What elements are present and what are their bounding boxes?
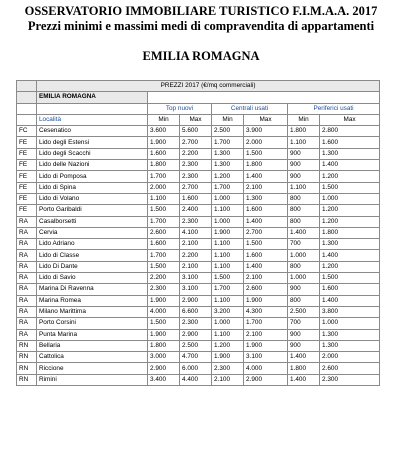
max-price-cell: 2.400 — [180, 205, 212, 216]
min-price-cell: 1.700 — [212, 182, 244, 193]
locality-cell: Porto Corsini — [37, 318, 148, 329]
min-price-cell: 700 — [288, 318, 320, 329]
locality-cell: Lido delle Nazioni — [37, 160, 148, 171]
min-price-cell: 700 — [288, 239, 320, 250]
max-price-cell: 2.200 — [180, 250, 212, 261]
min-price-cell: 1.500 — [148, 318, 180, 329]
min-price-cell: 3.400 — [148, 374, 180, 385]
localita-header: Località — [37, 114, 148, 125]
min-price-cell: 2.900 — [148, 363, 180, 374]
max-price-cell: 2.300 — [320, 374, 380, 385]
document-title: OSSERVATORIO IMMOBILIARE TURISTICO F.I.M.A.A. 2017 — [24, 4, 378, 18]
max-price-cell: 1.500 — [320, 182, 380, 193]
min-price-cell: 800 — [288, 295, 320, 306]
table-row — [17, 137, 380, 148]
min-price-cell: 1.000 — [212, 318, 244, 329]
max-price-cell: 3.800 — [320, 306, 380, 317]
locality-cell: Lido degli Estensi — [37, 137, 148, 148]
table-row — [17, 171, 380, 182]
locality-cell: Punta Marina — [37, 329, 148, 340]
max-price-cell: 3.100 — [180, 273, 212, 284]
table-row — [17, 261, 380, 272]
province-cell: RA — [17, 250, 37, 261]
min-price-cell: 1.500 — [148, 261, 180, 272]
max-price-cell: 1.900 — [244, 295, 288, 306]
min-price-cell: 1.400 — [288, 227, 320, 238]
province-cell: FE — [17, 182, 37, 193]
table-row — [17, 363, 380, 374]
table-row — [17, 340, 380, 351]
max-price-cell: 1.200 — [320, 171, 380, 182]
min-header: Min — [212, 114, 244, 125]
min-price-cell: 1.900 — [148, 329, 180, 340]
province-cell: RA — [17, 273, 37, 284]
max-price-cell: 1.700 — [244, 318, 288, 329]
max-price-cell: 2.700 — [244, 227, 288, 238]
max-price-cell: 1.000 — [320, 193, 380, 204]
locality-cell: Milano Marittima — [37, 306, 148, 317]
max-price-cell: 1.200 — [320, 216, 380, 227]
province-cell: RN — [17, 374, 37, 385]
province-cell: RN — [17, 352, 37, 363]
min-price-cell: 1.300 — [212, 148, 244, 159]
max-price-cell: 3.100 — [244, 352, 288, 363]
min-price-cell: 1.900 — [148, 295, 180, 306]
max-price-cell: 1.600 — [244, 205, 288, 216]
max-price-cell: 2.100 — [180, 261, 212, 272]
caption-spacer — [17, 81, 37, 92]
min-header: Min — [288, 114, 320, 125]
min-price-cell: 2.500 — [212, 126, 244, 137]
locality-cell: Cesenatico — [37, 126, 148, 137]
max-price-cell: 1.500 — [244, 239, 288, 250]
min-price-cell: 1.500 — [148, 205, 180, 216]
max-price-cell: 1.200 — [320, 261, 380, 272]
province-cell: RA — [17, 284, 37, 295]
max-price-cell: 1.600 — [320, 137, 380, 148]
table-region-label: EMILIA ROMAGNA — [37, 92, 148, 103]
min-price-cell: 2.500 — [288, 306, 320, 317]
max-price-cell: 2.600 — [320, 363, 380, 374]
table-row — [17, 273, 380, 284]
max-price-cell: 1.300 — [320, 239, 380, 250]
max-price-cell: 4.400 — [180, 374, 212, 385]
min-price-cell: 1.100 — [212, 329, 244, 340]
min-price-cell: 1.600 — [148, 239, 180, 250]
locality-cell: Lido di Pomposa — [37, 171, 148, 182]
locality-cell: Bellaria — [37, 340, 148, 351]
province-cell: RN — [17, 340, 37, 351]
min-price-cell: 2.300 — [148, 284, 180, 295]
max-price-cell: 2.500 — [180, 340, 212, 351]
min-price-cell: 2.600 — [148, 227, 180, 238]
min-price-cell: 1.900 — [212, 227, 244, 238]
max-price-cell: 2.900 — [180, 295, 212, 306]
region-row-fill — [148, 92, 380, 103]
min-price-cell: 1.100 — [212, 295, 244, 306]
min-price-cell: 1.100 — [288, 137, 320, 148]
table-row — [17, 306, 380, 317]
min-price-cell: 1.900 — [148, 137, 180, 148]
price-table — [16, 80, 380, 386]
max-price-cell: 3.100 — [180, 284, 212, 295]
province-cell: RA — [17, 329, 37, 340]
max-price-cell: 1.600 — [320, 284, 380, 295]
max-price-cell: 2.300 — [180, 216, 212, 227]
locality-cell: Marina Di Ravenna — [37, 284, 148, 295]
min-price-cell: 2.000 — [148, 182, 180, 193]
min-price-cell: 3.000 — [148, 352, 180, 363]
max-price-cell: 1.400 — [244, 171, 288, 182]
min-price-cell: 3.600 — [148, 126, 180, 137]
max-price-cell: 1.600 — [180, 193, 212, 204]
min-price-cell: 1.700 — [212, 137, 244, 148]
max-price-cell: 1.300 — [320, 148, 380, 159]
locality-cell: Lido di Classe — [37, 250, 148, 261]
min-price-cell: 1.100 — [212, 239, 244, 250]
table-row — [17, 160, 380, 171]
region-heading: EMILIA ROMAGNA — [142, 49, 260, 63]
min-price-cell: 1.300 — [212, 160, 244, 171]
table-row — [17, 284, 380, 295]
locality-cell: Cervia — [37, 227, 148, 238]
min-price-cell: 2.300 — [212, 363, 244, 374]
max-price-cell: 1.000 — [320, 318, 380, 329]
max-price-cell: 1.400 — [320, 160, 380, 171]
table-row — [17, 205, 380, 216]
max-price-cell: 3.900 — [244, 126, 288, 137]
max-price-cell: 1.300 — [244, 193, 288, 204]
max-header: Max — [244, 114, 288, 125]
max-price-cell: 2.000 — [320, 352, 380, 363]
table-row — [17, 182, 380, 193]
province-cell: FE — [17, 148, 37, 159]
max-price-cell: 2.100 — [244, 273, 288, 284]
min-price-cell: 1.800 — [288, 363, 320, 374]
max-price-cell: 1.400 — [320, 295, 380, 306]
max-price-cell: 1.500 — [320, 273, 380, 284]
province-cell: RA — [17, 216, 37, 227]
min-price-cell: 1.100 — [212, 250, 244, 261]
locality-cell: Porto Garibaldi — [37, 205, 148, 216]
group-spacer — [37, 103, 148, 114]
table-row — [17, 352, 380, 363]
max-price-cell: 2.000 — [244, 137, 288, 148]
max-price-cell: 4.000 — [244, 363, 288, 374]
min-price-cell: 1.200 — [212, 340, 244, 351]
max-price-cell: 2.900 — [244, 374, 288, 385]
table-caption: PREZZI 2017 (€/mq commerciali) — [37, 81, 380, 92]
table-row — [17, 250, 380, 261]
table-row — [17, 239, 380, 250]
group-periferici-usati: Periferici usati — [288, 103, 380, 114]
max-price-cell: 4.700 — [180, 352, 212, 363]
locality-cell: Lido degli Scacchi — [37, 148, 148, 159]
min-price-cell: 900 — [288, 340, 320, 351]
min-price-cell: 1.800 — [148, 160, 180, 171]
min-price-cell: 1.100 — [148, 193, 180, 204]
province-cell: FC — [17, 126, 37, 137]
min-price-cell: 1.800 — [148, 340, 180, 351]
table-row — [17, 374, 380, 385]
min-price-cell: 1.100 — [288, 182, 320, 193]
province-cell: FE — [17, 205, 37, 216]
locality-cell: Cattolica — [37, 352, 148, 363]
max-price-cell: 2.300 — [180, 160, 212, 171]
min-price-cell: 800 — [288, 205, 320, 216]
locality-cell: Casalborsetti — [37, 216, 148, 227]
locality-cell: Lido di Volano — [37, 193, 148, 204]
minmax-spacer — [17, 114, 37, 125]
max-price-cell: 1.400 — [320, 250, 380, 261]
province-cell: FE — [17, 160, 37, 171]
min-price-cell: 900 — [288, 148, 320, 159]
min-price-cell: 800 — [288, 216, 320, 227]
min-price-cell: 1.200 — [212, 171, 244, 182]
min-price-cell: 1.700 — [148, 171, 180, 182]
max-price-cell: 2.700 — [180, 182, 212, 193]
table-row — [17, 295, 380, 306]
min-price-cell: 900 — [288, 329, 320, 340]
min-price-cell: 1.000 — [288, 250, 320, 261]
group-centrali-usati: Centrali usati — [212, 103, 288, 114]
min-price-cell: 1.700 — [148, 216, 180, 227]
max-price-cell: 1.200 — [320, 205, 380, 216]
min-price-cell: 1.500 — [212, 273, 244, 284]
max-price-cell: 2.100 — [180, 239, 212, 250]
group-top-nuovi: Top nuovi — [148, 103, 212, 114]
min-price-cell: 800 — [288, 193, 320, 204]
min-price-cell: 2.200 — [148, 273, 180, 284]
table-row — [17, 193, 380, 204]
min-price-cell: 1.000 — [288, 273, 320, 284]
region-spacer — [17, 92, 37, 103]
min-price-cell: 1.700 — [148, 250, 180, 261]
document-subtitle: Prezzi minimi e massimi medi di compravendita di appartamenti — [27, 19, 375, 33]
province-cell: RA — [17, 261, 37, 272]
min-price-cell: 1.100 — [212, 261, 244, 272]
locality-cell: Marina Romea — [37, 295, 148, 306]
min-price-cell: 1.000 — [212, 216, 244, 227]
table-row — [17, 227, 380, 238]
table-row — [17, 148, 380, 159]
max-price-cell: 2.600 — [244, 284, 288, 295]
min-header: Min — [148, 114, 180, 125]
max-price-cell: 2.800 — [320, 126, 380, 137]
min-price-cell: 3.200 — [212, 306, 244, 317]
min-price-cell: 900 — [288, 171, 320, 182]
max-price-cell: 1.300 — [320, 340, 380, 351]
min-price-cell: 1.400 — [288, 374, 320, 385]
min-price-cell: 900 — [288, 284, 320, 295]
max-price-cell: 1.900 — [244, 340, 288, 351]
locality-cell: Lido Adriano — [37, 239, 148, 250]
max-price-cell: 1.500 — [244, 148, 288, 159]
min-price-cell: 1.900 — [212, 352, 244, 363]
max-price-cell: 1.800 — [320, 227, 380, 238]
max-price-cell: 2.100 — [244, 182, 288, 193]
min-price-cell: 1.800 — [288, 126, 320, 137]
table-row — [17, 329, 380, 340]
max-price-cell: 1.800 — [244, 160, 288, 171]
max-header: Max — [180, 114, 212, 125]
locality-cell: Lido di Spina — [37, 182, 148, 193]
min-price-cell: 4.000 — [148, 306, 180, 317]
group-spacer — [17, 103, 37, 114]
max-price-cell: 2.900 — [180, 329, 212, 340]
province-cell: RA — [17, 318, 37, 329]
min-price-cell: 2.100 — [212, 374, 244, 385]
max-price-cell: 4.100 — [180, 227, 212, 238]
province-cell: RN — [17, 363, 37, 374]
min-price-cell: 800 — [288, 261, 320, 272]
min-price-cell: 1.000 — [212, 193, 244, 204]
min-price-cell: 1.600 — [148, 148, 180, 159]
max-price-cell: 1.300 — [320, 329, 380, 340]
province-cell: RA — [17, 295, 37, 306]
locality-cell: Riccione — [37, 363, 148, 374]
max-price-cell: 1.600 — [244, 250, 288, 261]
province-cell: FE — [17, 137, 37, 148]
max-price-cell: 2.200 — [180, 148, 212, 159]
max-price-cell: 2.100 — [244, 329, 288, 340]
max-price-cell: 5.600 — [180, 126, 212, 137]
table-row — [17, 126, 380, 137]
max-price-cell: 4.300 — [244, 306, 288, 317]
max-price-cell: 2.700 — [180, 137, 212, 148]
max-price-cell: 6.000 — [180, 363, 212, 374]
min-price-cell: 1.400 — [288, 352, 320, 363]
province-cell: RA — [17, 227, 37, 238]
locality-cell: Lido di Savio — [37, 273, 148, 284]
locality-cell: Lido Di Dante — [37, 261, 148, 272]
min-price-cell: 1.700 — [212, 284, 244, 295]
max-price-cell: 1.400 — [244, 216, 288, 227]
locality-cell: Rimini — [37, 374, 148, 385]
min-price-cell: 1.100 — [212, 205, 244, 216]
table-row — [17, 216, 380, 227]
max-price-cell: 6.600 — [180, 306, 212, 317]
max-price-cell: 1.400 — [244, 261, 288, 272]
table-row — [17, 318, 380, 329]
province-cell: FE — [17, 193, 37, 204]
province-cell: FE — [17, 171, 37, 182]
province-cell: RA — [17, 239, 37, 250]
max-header: Max — [320, 114, 380, 125]
min-price-cell: 900 — [288, 160, 320, 171]
province-cell: RA — [17, 306, 37, 317]
max-price-cell: 2.300 — [180, 318, 212, 329]
max-price-cell: 2.300 — [180, 171, 212, 182]
